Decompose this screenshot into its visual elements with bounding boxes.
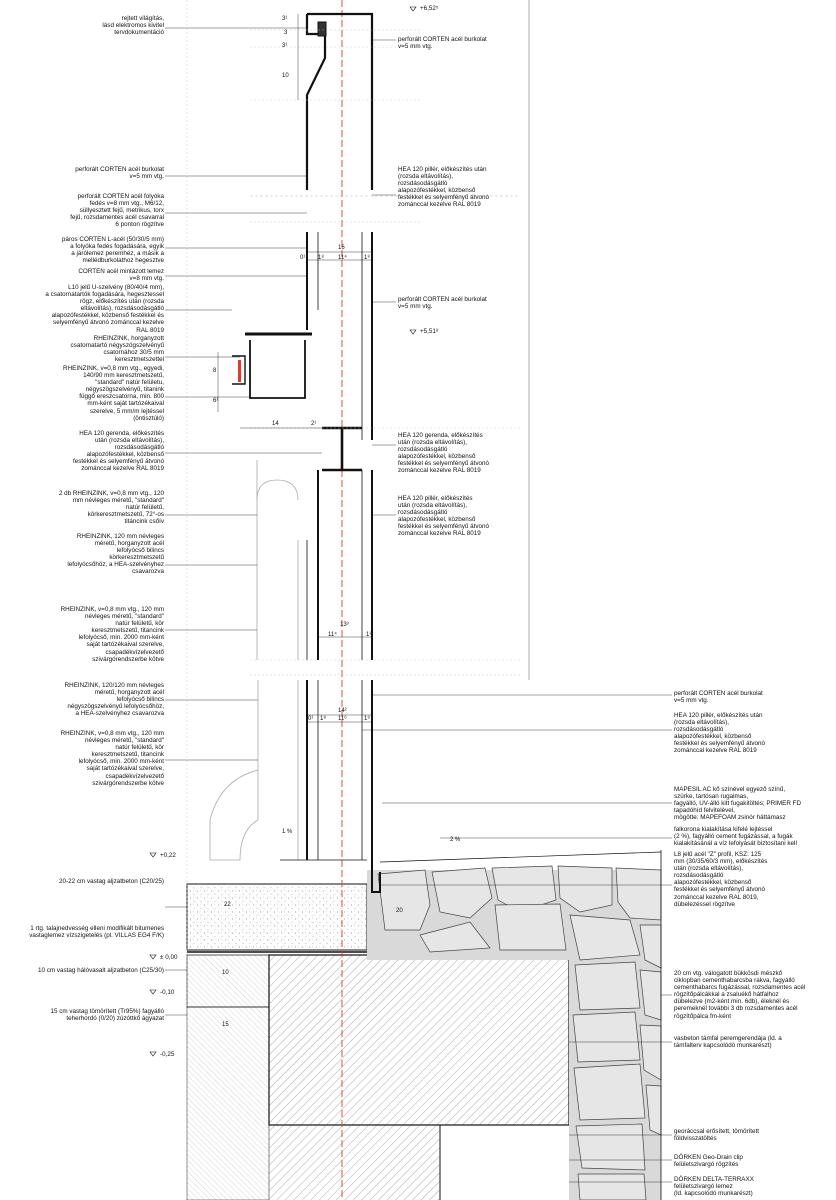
label-hea-column-1: HEA 120 pillér, előkészítés után (rozsda eltávolítás), rozsdásodásgátló alapozófestékkel, közbenső festékkel és selyemfényű átvonó zománccal kezelve RAL 8019	[398, 166, 490, 209]
dim-11a: 11⁴	[338, 255, 347, 261]
level-m025: -0,25	[160, 1051, 175, 1058]
dim-142: 14²	[338, 708, 347, 714]
level-551: +5,51⁸	[420, 328, 439, 335]
downpipe	[257, 460, 298, 660]
level-m010: -0,10	[160, 989, 175, 996]
parapet-inner	[307, 14, 325, 190]
label-lighting: rejtett világítás, lásd elektromos kivitel tervdokumentáció	[102, 15, 164, 37]
dim-01a: 0¹	[300, 255, 306, 261]
level-652: +6,52⁵	[420, 5, 439, 12]
label-backfill: georáccsal erősített, tömörített földvisszatöltés	[674, 1128, 760, 1143]
coping-line	[380, 852, 661, 862]
label-ring-beam: vasbeton támfal peremgerendája (ld. a támfalterv kapcsolódó munkarészt)	[674, 1035, 782, 1050]
dim-1a: 1⁸	[318, 255, 324, 261]
label-delta-terraxx: DÖRKEN DELTA-TERRAXX felületszivargó lemez (ld. kapcsolódó munkarészt)	[674, 1176, 754, 1198]
slope-1pct: 1 %	[282, 829, 293, 835]
dim-3b: 3	[284, 30, 288, 36]
label-z-profile: L8 jelű acél "Z" profil, KSZ: 125 mm (30/35/60/3 mm), előkészítés után (rozsda eltávolítás), rozsdásodásgátló alapozófestékkel, közbenső festékkel és selyemfényű átvonó zománccal kezelve RAL 8019, dübelezéssel rögzítve	[674, 851, 768, 908]
ring-beam	[269, 955, 569, 1125]
label-rz-pipes: 2 db RHEINZINK, v=0,8 mm vtg., 120 mm névleges méretű, "standard" natúr felületű, körkeresztmetszetű, 72°-os titáncink csőív	[58, 490, 164, 526]
label-hea-column-2: HEA 120 pillér, előkészítés után (rozsda eltávolítás), rozsdásodásgátló alapozófestékkel, közbenső festékkel és selyemfényű átvonó zománccal kezelve RAL 8019	[398, 495, 490, 538]
label-hea-beam-left: HEA 120 gerenda, előkészítés után (rozsda eltávolítás), rozsdásodásgátló alapozófestékkel, közbenső festékkel és selyemfényű átvonó zománccal kezelve RAL 8019	[72, 430, 164, 473]
dim-10: 10	[282, 73, 289, 79]
dim-10b: 10	[222, 970, 229, 976]
pipe-elbow	[210, 770, 258, 860]
dim-14: 14	[272, 421, 279, 427]
dim-114: 11⁴	[328, 632, 337, 638]
label-concrete-20-22: 20-22 cm vastag aljzatbeton (C20/25)	[58, 878, 164, 885]
dim-1c: 1⁸	[366, 632, 372, 638]
gutter-holder	[238, 360, 241, 382]
leaders-left	[165, 28, 322, 1015]
dim-61: 6¹	[213, 398, 219, 404]
dim-1b: 1⁸	[364, 255, 370, 261]
gutter	[250, 340, 305, 398]
label-corten-cladding-right-2: perforált CORTEN acél burkolat v=5 mm vtg.	[398, 296, 487, 311]
label-bitumen: 1 rtg. talajnedvesség elleni modifikált bitumenes vastaglemez vízszigetelés (pl. VILLAS EG4 F/K)	[29, 925, 164, 940]
dim-20: 20	[396, 908, 403, 914]
label-l-angle: páros CORTEN L-acél (50/30/5 mm) a folyóka fedés fogadására, egyik a járólemez peremhéz, a másik a mellédburkolathoz hegesztve	[61, 236, 164, 265]
label-rz-square-clamp: RHEINZINK, 120/120 mm névleges méretű, horganyzott acél lefolyócső bilincs négyszögszelvényű lefolyócsőhöz, a HEA-szelvényhez csavarozva	[64, 682, 164, 718]
label-mapesil: MAPESIL AC kő színével egyező színű, szürke, tartósan rugalmas, fagyálló, UV-álló kitt fugakitöltés; PRIMER FD tapadóhíd felvitelével, mögötte: MAPEFOAM zsinór háttámasz	[674, 786, 802, 822]
dim-1e: 1⁸	[364, 716, 370, 722]
pipe-bend	[257, 480, 298, 500]
label-corten-cladding-left: perforált CORTEN acél burkolat v=5 mm vtg.	[75, 166, 164, 181]
level-000: ± 0,00	[160, 954, 178, 961]
label-rz-holder: RHEINZINK, horganyzott csatornatartó négyszögszelvényű csatornához 30/5 mm keresztmetszettel	[70, 335, 164, 364]
label-hea-beam-right: HEA 120 gerenda, előkészítés után (rozsda eltávolítás), rozsdásodásgátló alapozófestékkel, közbenső festékkel és selyemfényű átvonó zománccal kezelve RAL 8019	[398, 432, 490, 475]
light-fixture	[318, 22, 326, 36]
slope-2pct: 2 %	[450, 837, 461, 843]
label-gutter-cover: perforált CORTEN acél folyóka fedés v=8 mm vtg., M6/12, süllyesztett fejű, metrikus, torx fejű, rozsdamentes acél csavarral 6 ponton rögzítve	[70, 193, 164, 229]
label-rz-gutter: RHEINZINK, v=0,8 mm vtg., egyedi, 140/90 mm keresztmetszetű, "standard" natúr felületu, négyszögszelvényű, titanink függő ereszcsatorna, min. 800 mm-ként saját tartózékaival szerelve, 5 mm/m lejtéssel (öntisztúló)	[63, 365, 164, 422]
concrete-hatch-overlay	[187, 884, 367, 950]
gravel-bed	[187, 1007, 269, 1200]
dim-1d: 1⁸	[320, 716, 326, 722]
dim-8: 8	[213, 368, 217, 374]
dim-133: 13³	[340, 622, 349, 628]
label-gravel: 15 cm vastag tömörített (Tr95%) fagyálló teherhordó (0/20) zúzóttkő ágyazat	[50, 1008, 164, 1023]
label-rz-downpipe-1: RHEINZINK, v=0,8 mm vtg., 120 mm névleges méretű, "standard" natúr felületű, kör keresztmetszetű, titancink lefolyócső, min. 2000 mm-ként saját tartózékaival szerelve, csapadékvízelvezető szivárgórendszerbe kötve	[60, 606, 164, 663]
label-stone-wall: 20 cm vtg. válogatott bükkösdi mészkő ciklopban cementhabarcsba rakva, fagyálló cementhabarcs fugázással, rozsdamentes acél rögzítőpálcákkal a zsaluékő hátfalhoz dübelezve (m2-ként min. 6db), éleknél és peremeknél további 3 db rozsdamentes acél rögzítőpálca fm-ként	[674, 970, 806, 1020]
dim-01c: 0¹	[308, 716, 314, 722]
label-concrete-10: 10 cm vastag hálóvasalt aljzatbeton (C25/30)	[37, 967, 164, 974]
dim-3c: 3¹	[282, 43, 288, 49]
label-geodrain: DÖRKEN Geo-Drain clip felületszivargó rögzítés	[674, 1154, 743, 1169]
dim-21: 2¹	[311, 421, 317, 427]
label-pattern-plate: CORTEN acél mintázott lemez v=8 mm vtg.	[78, 268, 164, 283]
dim-15: 15	[222, 1022, 229, 1028]
dimension-lines	[218, 14, 372, 722]
label-hea-column-3: HEA 120 pillér, előkészítés után (rozsda eltávolítás), rozsdásodásgátló alapozófestékkel, közbenső festékkel és selyemfényű átvonó zománccal kezelve RAL 8019	[674, 712, 766, 755]
label-rz-downpipe-2: RHEINZINK, v=0,8 mm vtg., 120 mm névleges méretű, "standard" natúr felületű, kör keresztmetszetű, titancink lefolyócső, min. 2000 mm-ként saját tartózékaival szerelve, csapadékvízelvezető szivárgórendszerbe kötve	[60, 730, 164, 787]
label-u-channel: L10 jelű U-szelvény (80/40/4 mm), a csatornatartók fogadására, hegesztessel rögz, előkészítés után (rozsda eltávolítás), rozsdásodásgátló alapozófestékkel, közbenső festékkel és selyemfényű átvonó zománccal kezelve RAL 8019	[45, 284, 164, 334]
parapet-cap	[307, 14, 372, 190]
dim-116: 11⁶	[338, 716, 347, 722]
concrete-slab-10	[187, 955, 269, 1007]
label-coping: falkorona kialakítása kifelé lejtéssel (2 %), fagyálló cement fugázással, a fugák kialakításánál a víz lefolyását biztosítani kell	[674, 826, 797, 848]
ring-beam-lower-fill	[269, 1125, 440, 1200]
label-corten-cladding-right-1: perforált CORTEN acél burkolat v=5 mm vtg.	[398, 36, 487, 51]
dim-3a: 3¹	[282, 16, 288, 22]
dim-16: 16	[338, 245, 345, 251]
level-022: +0,22	[160, 852, 176, 859]
label-rz-clamp: RHEINZINK, 120 mm névleges méretű, horganyzott acél lefolyócső bilincs körkeresztmetszetű lefolyócsőhöz, a HEA-szelvényhez csavarozva	[67, 533, 164, 576]
label-corten-cladding-right-3: perforált CORTEN acél burkolat v=5 mm vtg.	[674, 690, 763, 705]
dim-22: 22	[224, 902, 231, 908]
hea-beam	[322, 428, 362, 470]
